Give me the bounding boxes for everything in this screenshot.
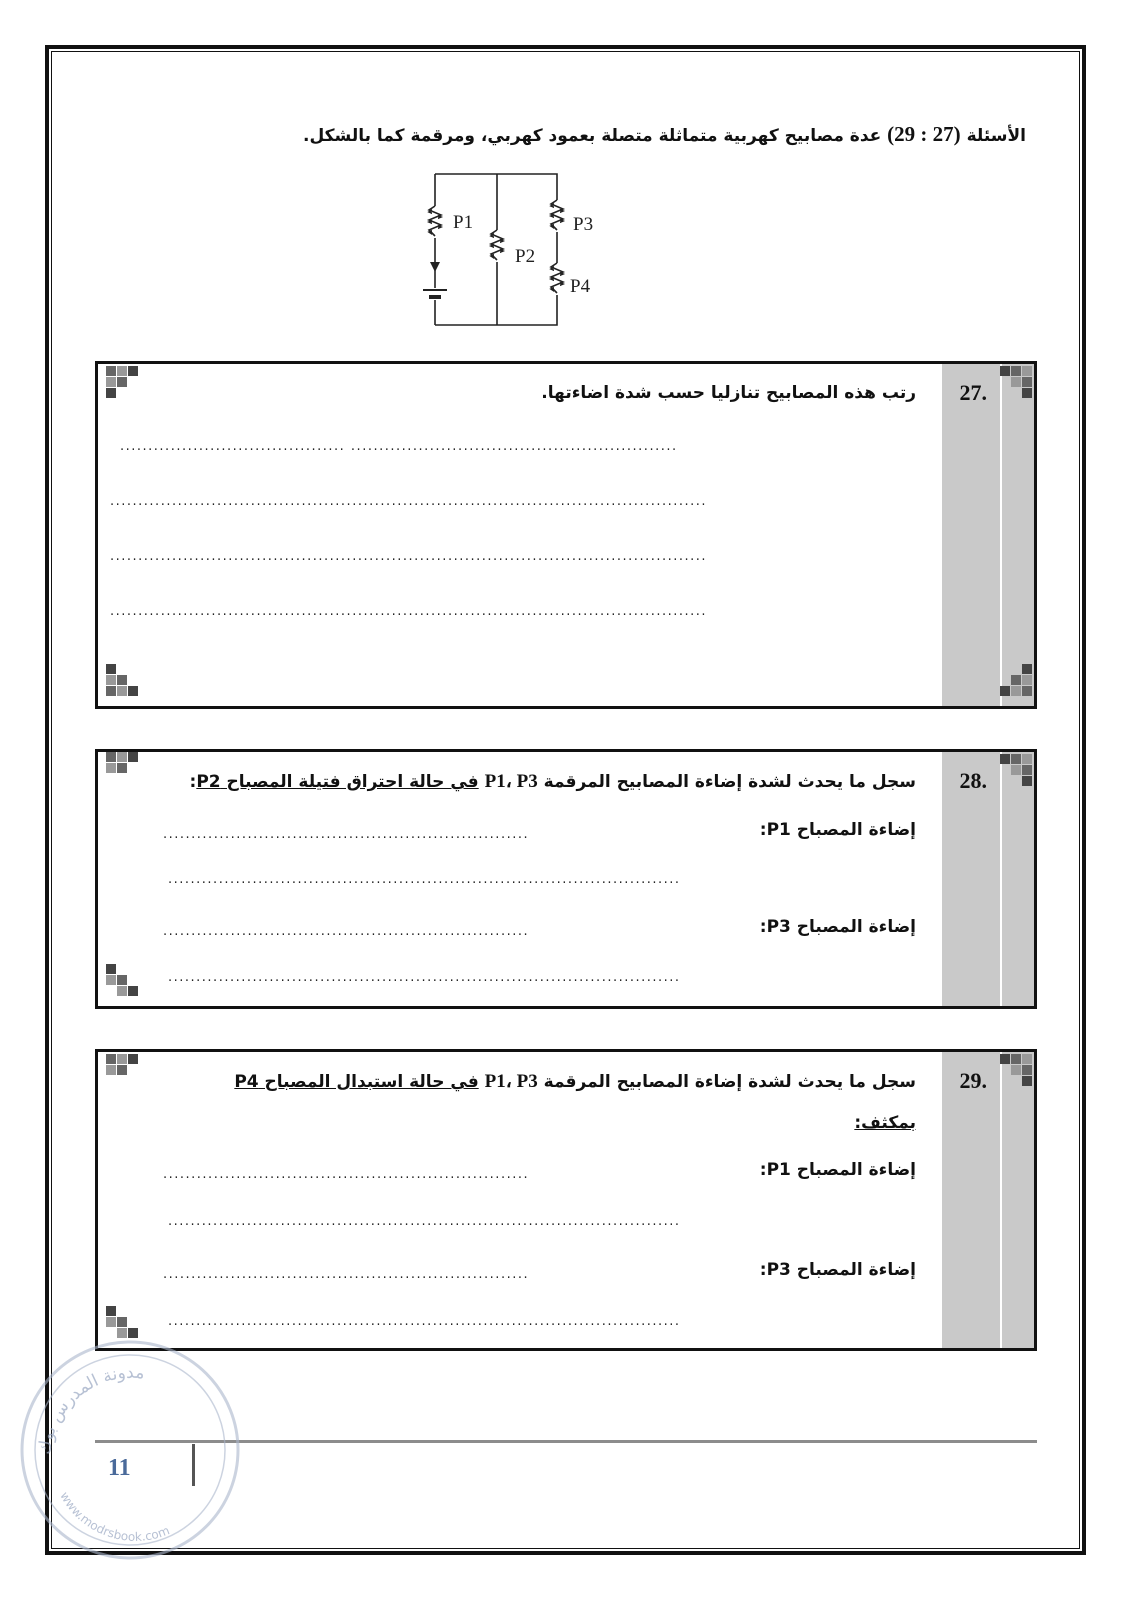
answer-line[interactable]: .......................................................................................................... <box>110 549 708 564</box>
answer-line[interactable]: ........................................................................................... <box>168 1214 681 1229</box>
answer-line[interactable]: ................................................................. <box>163 924 530 939</box>
svg-text:www.modrsbook.com <box>57 1489 171 1544</box>
corner-ornament-icon <box>106 964 150 1004</box>
question-27-box <box>95 361 1037 709</box>
corner-ornament-icon <box>106 366 150 406</box>
answer-line[interactable]: .......................................................................................................... <box>110 494 708 509</box>
corner-ornament-icon <box>988 754 1032 794</box>
answer-line[interactable]: ................................................................. <box>163 1167 530 1182</box>
current-arrow-icon <box>430 262 440 272</box>
intro-range: (27 : 29) <box>887 122 961 146</box>
answer-line[interactable]: ................................................................. <box>163 1267 530 1282</box>
question-29-text-line2: بمكثف: <box>854 1113 916 1133</box>
question-28-number: 28. <box>959 768 987 793</box>
circuit-diagram <box>415 170 615 335</box>
question-28-p3-label: إضاءة المصباح P3: <box>759 917 916 937</box>
question-29-condition: في حالة استبدال المصباح P4 <box>234 1072 479 1092</box>
question-27-side-band <box>942 364 1034 706</box>
answer-line[interactable]: ................................................................. <box>163 827 530 842</box>
question-28-lamps: P1، P3 <box>484 771 538 792</box>
question-28-text <box>190 770 916 793</box>
answer-line[interactable]: ........................................................................................... <box>168 970 681 985</box>
corner-ornament-icon <box>988 1054 1032 1094</box>
question-28-p1-label: إضاءة المصباح P1: <box>759 820 916 840</box>
stamp-text: مدونة المدرس بوك <box>34 1362 146 1456</box>
stamp-url: www.modrsbook.com <box>57 1489 172 1544</box>
question-29-text <box>234 1070 916 1093</box>
intro-prefix: الأسئلة <box>966 126 1026 146</box>
question-29-p1-label: إضاءة المصباح P1: <box>759 1160 916 1180</box>
corner-ornament-icon <box>106 752 150 792</box>
question-29-p3-label: إضاءة المصباح P3: <box>759 1260 916 1280</box>
question-29-side-band <box>942 1052 1034 1348</box>
watermark-stamp-icon <box>10 1325 250 1565</box>
answer-line[interactable]: ........................................................................................... <box>168 1314 681 1329</box>
question-28-text-pre: سجل ما يحدث لشدة إضاءة المصابيح المرقمة <box>543 772 916 792</box>
question-29-number: 29. <box>959 1068 987 1093</box>
corner-ornament-icon <box>988 664 1032 704</box>
answer-line[interactable]: ........................................ .......................................................... <box>120 439 678 454</box>
label-p2: P2 <box>515 246 536 267</box>
question-28-colon: : <box>189 772 197 792</box>
answer-line[interactable]: .......................................................................................................... <box>110 604 708 619</box>
question-29-box <box>95 1049 1037 1351</box>
label-p1: P1 <box>453 212 474 233</box>
question-28-box <box>95 749 1037 1009</box>
question-29-text-pre: سجل ما يحدث لشدة إضاءة المصابيح المرقمة <box>543 1072 916 1092</box>
label-p4: P4 <box>570 276 591 297</box>
intro-body: عدة مصابيح كهربية متماثلة متصلة بعمود كهربي، ومرقمة كما بالشكل. <box>303 126 882 146</box>
answer-line[interactable]: ........................................................................................... <box>168 872 681 887</box>
question-27-number: 27. <box>959 380 987 405</box>
question-27-text: رتب هذه المصابيح تنازليا حسب شدة اضاءتها. <box>541 383 916 403</box>
question-29-lamps: P1، P3 <box>484 1071 538 1092</box>
corner-ornament-icon <box>106 664 150 704</box>
corner-ornament-icon <box>988 366 1032 406</box>
corner-ornament-icon <box>106 1054 150 1094</box>
page-number: 11 <box>108 1455 131 1481</box>
label-p3: P3 <box>573 214 594 235</box>
question-28-condition: في حالة احتراق فتيلة المصباح P2 <box>196 772 479 792</box>
intro-text <box>303 122 1026 147</box>
